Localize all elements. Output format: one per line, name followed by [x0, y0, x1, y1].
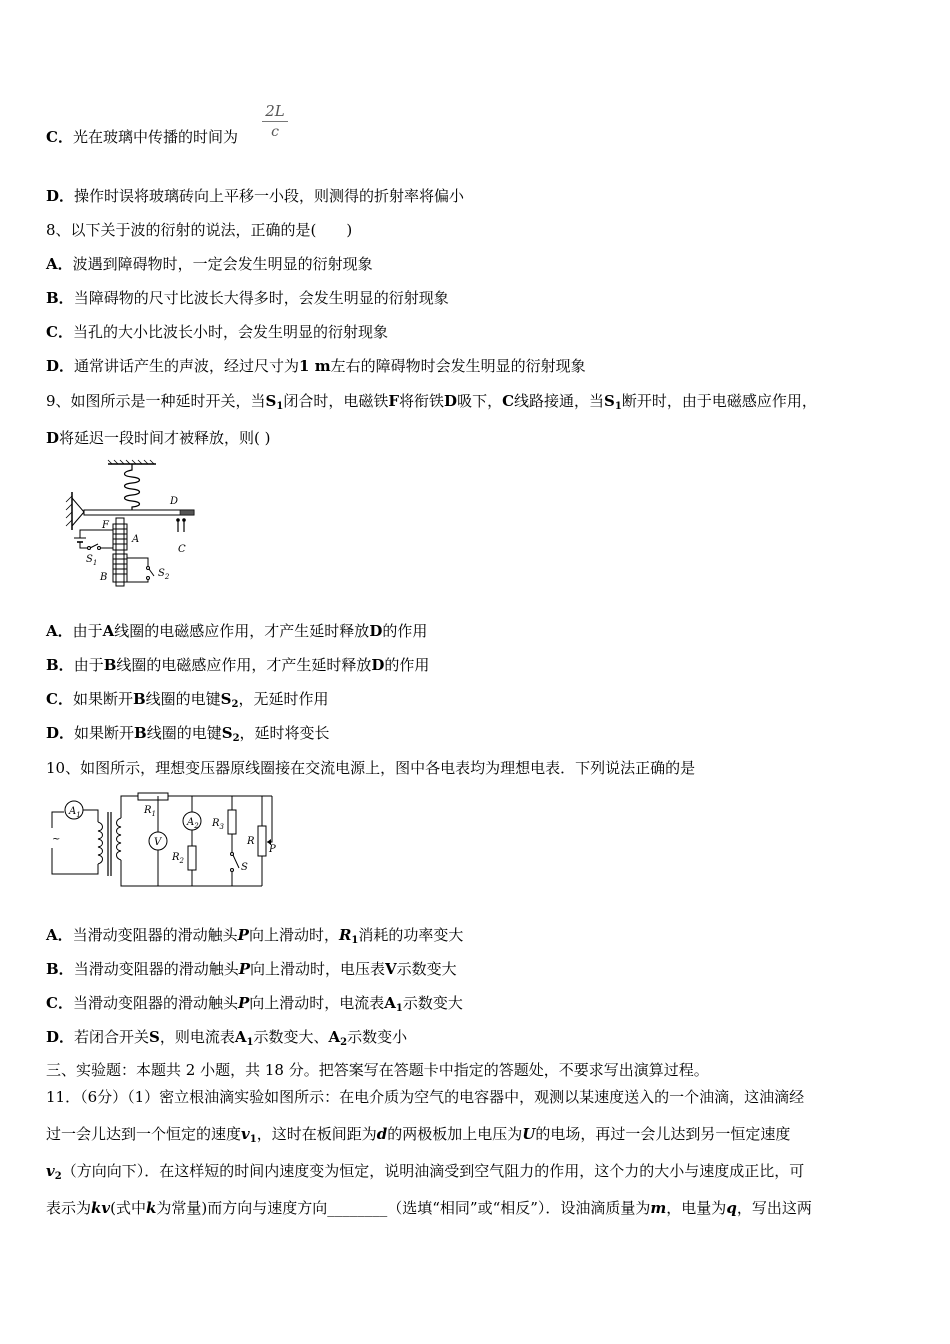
q7-option-d	[46, 186, 464, 206]
q11-line2	[46, 1124, 790, 1150]
option-text: ，无延时作用	[238, 690, 329, 708]
q9-delay-switch-figure	[56, 458, 206, 598]
subscript: 2	[340, 1037, 348, 1048]
symbol-s1	[266, 392, 284, 410]
symbol-b: B	[132, 690, 146, 708]
symbol-a1	[384, 994, 403, 1012]
symbol-b: B	[103, 656, 117, 674]
subscript: 2	[179, 857, 184, 865]
text: ，电量为	[666, 1199, 727, 1217]
symbol-b: B	[134, 724, 147, 742]
option-label: A．	[46, 255, 73, 273]
ac-source-symbol: ~	[52, 834, 61, 845]
q8-option-c	[46, 322, 388, 342]
q10-option-d	[46, 1027, 407, 1053]
subscript: 2	[231, 699, 239, 710]
option-label: A．	[46, 926, 73, 944]
text: ，写出这两	[736, 1199, 812, 1217]
symbol-a: A	[102, 622, 115, 640]
option-text: 当滑动变阻器的滑动触头	[73, 960, 239, 978]
option-text: 线圈的电磁感应作用，才产生延时释放	[116, 656, 372, 674]
option-text: 若闭合开关	[74, 1028, 150, 1046]
q10-option-a	[46, 925, 463, 951]
q10-transformer-circuit-figure	[44, 788, 280, 892]
symbol-kv: kv	[91, 1199, 111, 1217]
text: （方向向下）．在这样短的时间内速度变为恒定，说明油滴受到空气阻力的作用，这个力的大小与速度成正比，可	[61, 1162, 805, 1180]
symbol: S	[221, 724, 233, 742]
subscript: 1	[92, 559, 98, 567]
fig-label-r: R	[247, 836, 255, 847]
option-text: 线圈的电键	[146, 724, 222, 742]
option-label: C．	[46, 994, 73, 1012]
symbol: v	[46, 1162, 55, 1180]
symbol-v: V	[385, 960, 397, 978]
q10-stem: 10、如图所示，理想变压器原线圈接在交流电源上，图中各电表均为理想电表．下列说法正确的是	[46, 759, 696, 777]
option-label: C．	[46, 690, 73, 708]
text: ，这时在板间距为	[256, 1125, 377, 1143]
fig-label-a: A	[132, 534, 140, 545]
option-label: D．	[46, 187, 75, 205]
label: A	[69, 806, 77, 817]
symbol: S	[604, 392, 615, 410]
fig-label-b: B	[100, 572, 108, 583]
stem-text: 吸下，	[457, 392, 503, 410]
symbol-a2	[329, 1028, 348, 1046]
fig-label-r3	[211, 818, 225, 831]
q10-option-b	[46, 959, 457, 979]
subscript: 1	[246, 1037, 254, 1048]
q9-option-b	[46, 655, 429, 675]
fig-label-p: P	[269, 844, 276, 855]
label: A	[187, 817, 195, 828]
subscript: 1	[395, 1003, 403, 1014]
symbol-p: P	[238, 960, 250, 978]
q7-option-c	[46, 127, 238, 147]
symbol-s1	[604, 392, 622, 410]
option-text: 消耗的功率变大	[358, 926, 464, 944]
symbol-d: D	[46, 429, 60, 447]
stem-text: 线路接通，当	[514, 392, 605, 410]
symbol-c: C	[502, 392, 515, 410]
fig-label-c: C	[178, 544, 186, 555]
option-label: C．	[46, 323, 73, 341]
symbol-s2	[221, 690, 239, 708]
symbol-q: q	[726, 1199, 737, 1217]
q8-option-d	[46, 356, 586, 376]
option-text: 示数变大	[402, 994, 463, 1012]
text: (式中	[110, 1199, 146, 1217]
subscript: 1	[151, 810, 156, 818]
option-text: 当障碍物的尺寸比波长大得多时，会发生明显的衍射现象	[73, 289, 449, 307]
text: 过一会儿达到一个恒定的速度	[46, 1125, 242, 1143]
stem-text: 断开时，由于电磁感应作用，	[621, 392, 817, 410]
label: R	[172, 852, 180, 863]
option-label: D．	[46, 357, 75, 375]
text: 表示为	[46, 1199, 92, 1217]
text: 的电场，再过一会儿达到另一恒定速度	[535, 1125, 791, 1143]
option-text: 当滑动变阻器的滑动触头	[72, 994, 238, 1012]
symbol-v1	[241, 1125, 257, 1143]
option-text: 通常讲话产生的声波，经过尺寸为	[74, 357, 300, 375]
subscript: 1	[249, 1134, 257, 1145]
fraction-2l-over-c	[262, 102, 288, 141]
symbol-d: D	[371, 656, 385, 674]
option-text: 如果断开	[72, 690, 133, 708]
q9-option-c	[46, 689, 329, 715]
option-text: 左右的障碍物时会发生明显的衍射现象	[330, 357, 586, 375]
symbol: R	[338, 926, 352, 944]
fraction-denominator: c	[271, 124, 279, 140]
option-text: 当孔的大小比波长小时，会发生明显的衍射现象	[72, 323, 388, 341]
text: 的两极板加上电压为	[387, 1125, 523, 1143]
option-label: B．	[46, 289, 74, 307]
label: R	[144, 805, 152, 816]
q9-stem-line2	[46, 428, 271, 448]
symbol-d: d	[376, 1125, 388, 1143]
option-label: D．	[46, 724, 75, 742]
label: S	[158, 568, 165, 579]
fig-label-s2	[158, 568, 170, 581]
symbol: A	[234, 1028, 247, 1046]
symbol: A	[328, 1028, 341, 1046]
symbol-d: D	[444, 392, 458, 410]
option-text: 光在玻璃中传播的时间为	[72, 128, 238, 146]
symbol: S	[265, 392, 277, 410]
fig-label-s1	[86, 554, 97, 567]
fraction-bar	[262, 121, 288, 122]
section3-heading: 三、实验题：本题共 2 小题，共 18 分。把答案写在答题卡中指定的答题处，不要求写出演算过程。	[46, 1061, 709, 1079]
option-text: 由于	[73, 656, 104, 674]
option-text: 的作用	[384, 656, 430, 674]
symbol-a1	[235, 1028, 254, 1046]
symbol-f: F	[388, 392, 400, 410]
option-text: 示数变大	[396, 960, 457, 978]
symbol-p: P	[237, 926, 249, 944]
option-text: 示数变大、	[253, 1028, 329, 1046]
option-label: B．	[46, 656, 74, 674]
symbol-k: k	[145, 1199, 157, 1217]
fig-label-v: V	[154, 837, 162, 848]
fig-label-f: F	[102, 520, 109, 531]
q8-option-b	[46, 288, 449, 308]
fig-label-s: S	[241, 862, 248, 873]
subscript: 1	[276, 401, 284, 412]
option-text: 向上滑动时，电压表	[249, 960, 385, 978]
q11-line3	[46, 1161, 804, 1187]
stem-text: 将延迟一段时间才被释放，则( )	[59, 429, 271, 447]
q10-option-c	[46, 993, 463, 1019]
subscript: 3	[219, 823, 224, 831]
option-text: 向上滑动时，电流表	[249, 994, 385, 1012]
fig-label-a1	[68, 806, 81, 819]
stem-text: 9、如图所示是一种延时开关，当	[46, 392, 266, 410]
subscript: 2	[54, 1171, 62, 1182]
fig-label-r2	[171, 852, 185, 865]
fraction-numerator: 2L	[265, 102, 285, 120]
value-1m: 1 m	[299, 357, 331, 375]
option-label: D．	[46, 1028, 75, 1046]
stem-text: 将衔铁	[399, 392, 445, 410]
q9-option-d	[46, 723, 330, 749]
option-text: 示数变小	[347, 1028, 408, 1046]
option-label: A．	[46, 622, 73, 640]
symbol-d: D	[369, 622, 383, 640]
option-text: 的作用	[382, 622, 428, 640]
symbol-s: S	[149, 1028, 160, 1046]
option-text: 波遇到障碍物时，一定会发生明显的衍射现象	[72, 255, 373, 273]
text: 为常量)而方向与速度方向________（选填“相同”或“相反”）．设油滴质量为	[156, 1199, 651, 1217]
symbol-m: m	[650, 1199, 667, 1217]
symbol: v	[241, 1125, 250, 1143]
option-text: 如果断开	[74, 724, 135, 742]
label: S	[86, 554, 93, 565]
subscript: 1	[351, 935, 359, 946]
q8-stem: 8、以下关于波的衍射的说法，正确的是( )	[46, 221, 353, 239]
option-text: 线圈的电键	[145, 690, 221, 708]
symbol: A	[384, 994, 396, 1012]
symbol-p: P	[237, 994, 250, 1012]
symbol: S	[220, 690, 232, 708]
symbol-s2	[222, 724, 240, 742]
subscript: 1	[76, 811, 81, 819]
subscript: 2	[194, 822, 199, 830]
label: R	[212, 818, 220, 829]
option-label: B．	[46, 960, 74, 978]
option-text: 当滑动变阻器的滑动触头	[72, 926, 238, 944]
q11-line4	[46, 1198, 812, 1218]
q9-option-a	[46, 621, 427, 641]
symbol-v2	[46, 1162, 62, 1180]
symbol-u: U	[522, 1125, 536, 1143]
subscript: 1	[614, 401, 622, 412]
option-label: C．	[46, 128, 73, 146]
option-text: ，则电流表	[159, 1028, 235, 1046]
symbol-r1	[339, 926, 358, 944]
option-text: 操作时误将玻璃砖向上平移一小段，则测得的折射率将偏小	[74, 187, 465, 205]
option-text: ，延时将变长	[239, 724, 330, 742]
subscript: 2	[164, 573, 170, 581]
subscript: 2	[232, 733, 240, 744]
option-text: 向上滑动时，	[248, 926, 339, 944]
q8-option-a	[46, 254, 373, 274]
q9-stem-line1	[46, 391, 817, 417]
option-text: 由于	[72, 622, 103, 640]
fig-label-a2	[186, 817, 199, 830]
fig-label-d: D	[170, 496, 179, 507]
q11-line1: 11．（6分）（1）密立根油滴实验如图所示：在电介质为空气的电容器中，观测以某速度送入的一个油滴，这油滴经	[46, 1088, 805, 1106]
option-text: 线圈的电磁感应作用，才产生延时释放	[114, 622, 370, 640]
stem-text: 闭合时，电磁铁	[283, 392, 389, 410]
fig-label-r1	[143, 805, 156, 818]
